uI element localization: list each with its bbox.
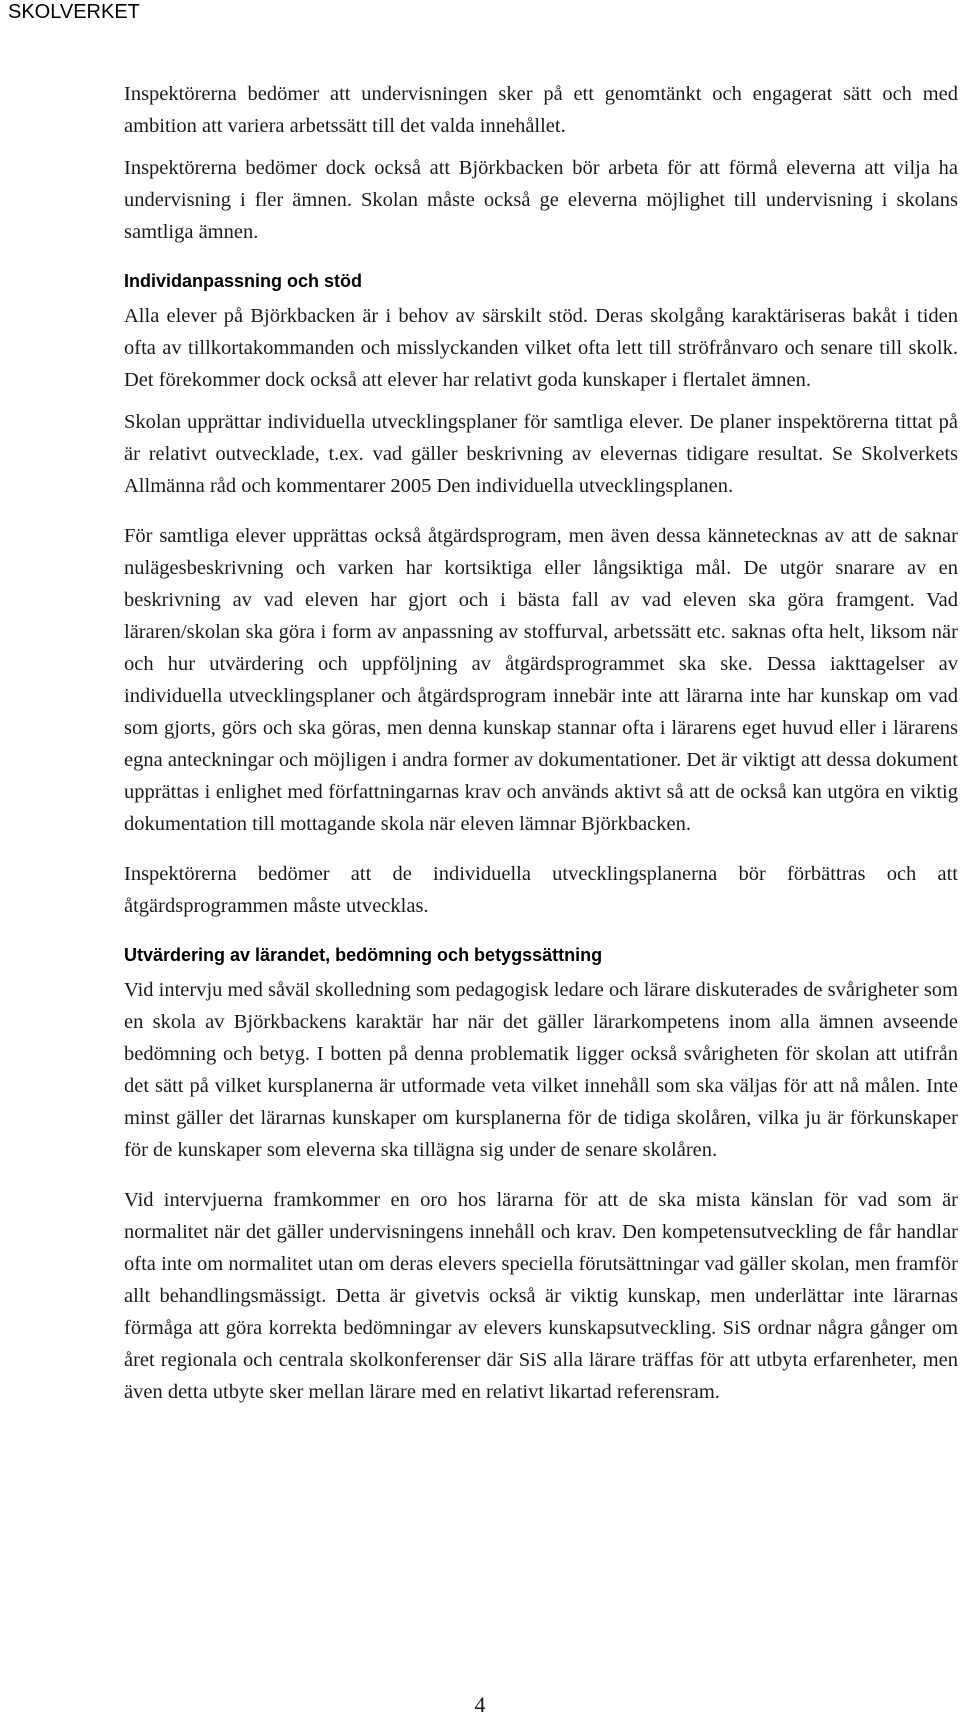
paragraph-development-plans: Skolan upprättar individuella utvecklingsplaner för samtliga elever. De planer inspektörerna tittat på är relativt outvecklade, t.ex. vad gäller beskrivning av elevernas tidigare resultat. Se Skolverkets Allmänna råd och kommentarer 2005 Den individuella utvecklingsplanen.: [124, 411, 958, 497]
paragraph-more-subjects: Inspektörerna bedömer dock också att Björkbacken bör arbeta för att förmå eleverna att vilja ha undervisning i fler ämnen. Skolan måste också ge eleverna möjlighet till undervisning i skolans samtliga ämnen.: [124, 157, 958, 243]
paragraph-action-programs: För samtliga elever upprättas också åtgärdsprogram, men även dessa kännetecknas av att de saknar nulägesbeskrivning och varken har kortsiktiga eller långsiktiga mål. De utgör snarare av en beskrivning av vad eleven har gjort och i bästa fall av vad eleven ska göra framgent. Vad läraren/skolan ska göra i form av anpassning av stoffurval, arbetssätt etc. saknas ofta helt, liksom när och hur utvärdering och uppföljning av åtgärdsprogrammet ska ske. Dessa iakttagelser av individuella utvecklingsplaner och åtgärdsprogram innebär inte att lärarna inte har kunskap om vad som gjorts, görs och ska göras, men denna kunskap stannar ofta i lärarens eget huvud eller i lärarens egna anteckningar och möjligen i andra former av dokumentationer. Det är viktigt att dessa dokument upprättas i enlighet med författningarnas krav och används aktivt så att de också kan utgöra en viktig dokumentation till mottagande skola när eleven lämnar Björkbacken.: [124, 525, 958, 835]
paragraph-interview-grading: Vid intervju med såväl skolledning som pedagogisk ledare och lärare diskuterades de svårigheter som en skola av Björkbackens karaktär har när det gäller lärarkompetens inom alla ämnen avseende bedömning och betyg. I botten på denna problematik ligger också svårigheten för skolan att utifrån det sätt på vilket kursplanerna är utformade veta vilket innehåll som ska väljas för att nå målen. Inte minst gäller det lärarnas kunskaper om kursplanerna för de tidiga skolåren, vilka ju är förkunskaper för de kunskaper som eleverna ska tillägna sig under de senare skolåren.: [124, 979, 958, 1161]
section-heading-evaluation-grading: Utvärdering av lärandet, bedömning och betygssättning: [124, 945, 603, 965]
document-body: [124, 78, 958, 1418]
section-heading-individual-support: Individanpassning och stöd: [124, 271, 363, 291]
paragraph-teacher-concerns: Vid intervjuerna framkommer en oro hos lärarna för att de ska mista känslan för vad som är normalitet när det gäller undervisningens innehåll och krav. Den kompetensutveckling de får handlar ofta inte om normalitet utan om deras elevers speciella förutsättningar vad gäller skolan, men framför allt behandlingsmässigt. Detta är givetvis också är viktig kunskap, men underlättar inte lärarnas förmåga att göra korrekta bedömningar av elevers kunskapsutveckling. SiS ordnar några gånger om året regionala och centrala skolkonferenser där SiS alla lärare träffas för att utbyta erfarenheter, men även detta utbyte sker mellan lärare med en relativt likartad referensram.: [124, 1189, 958, 1403]
paragraph-special-needs: Alla elever på Björkbacken är i behov av särskilt stöd. Deras skolgång karaktäriseras bakåt i tiden ofta av tillkortakommanden och misslyckanden vilket ofta lett till ströfrånvaro och senare till skolk. Det förekommer dock också att elever har relativt goda kunskaper i flertalet ämnen.: [124, 305, 958, 391]
page-number: 4: [474, 1692, 486, 1717]
document-header: SKOLVERKET: [8, 1, 140, 23]
paragraph-teaching-assessment: Inspektörerna bedömer att undervisningen sker på ett genomtänkt och engagerat sätt och med ambition att variera arbetssätt till det valda innehållet.: [124, 83, 958, 137]
paragraph-inspectors-judgement: Inspektörerna bedömer att de individuella utvecklingsplanerna bör förbättras och att åtgärdsprogrammen måste utvecklas.: [124, 863, 958, 917]
